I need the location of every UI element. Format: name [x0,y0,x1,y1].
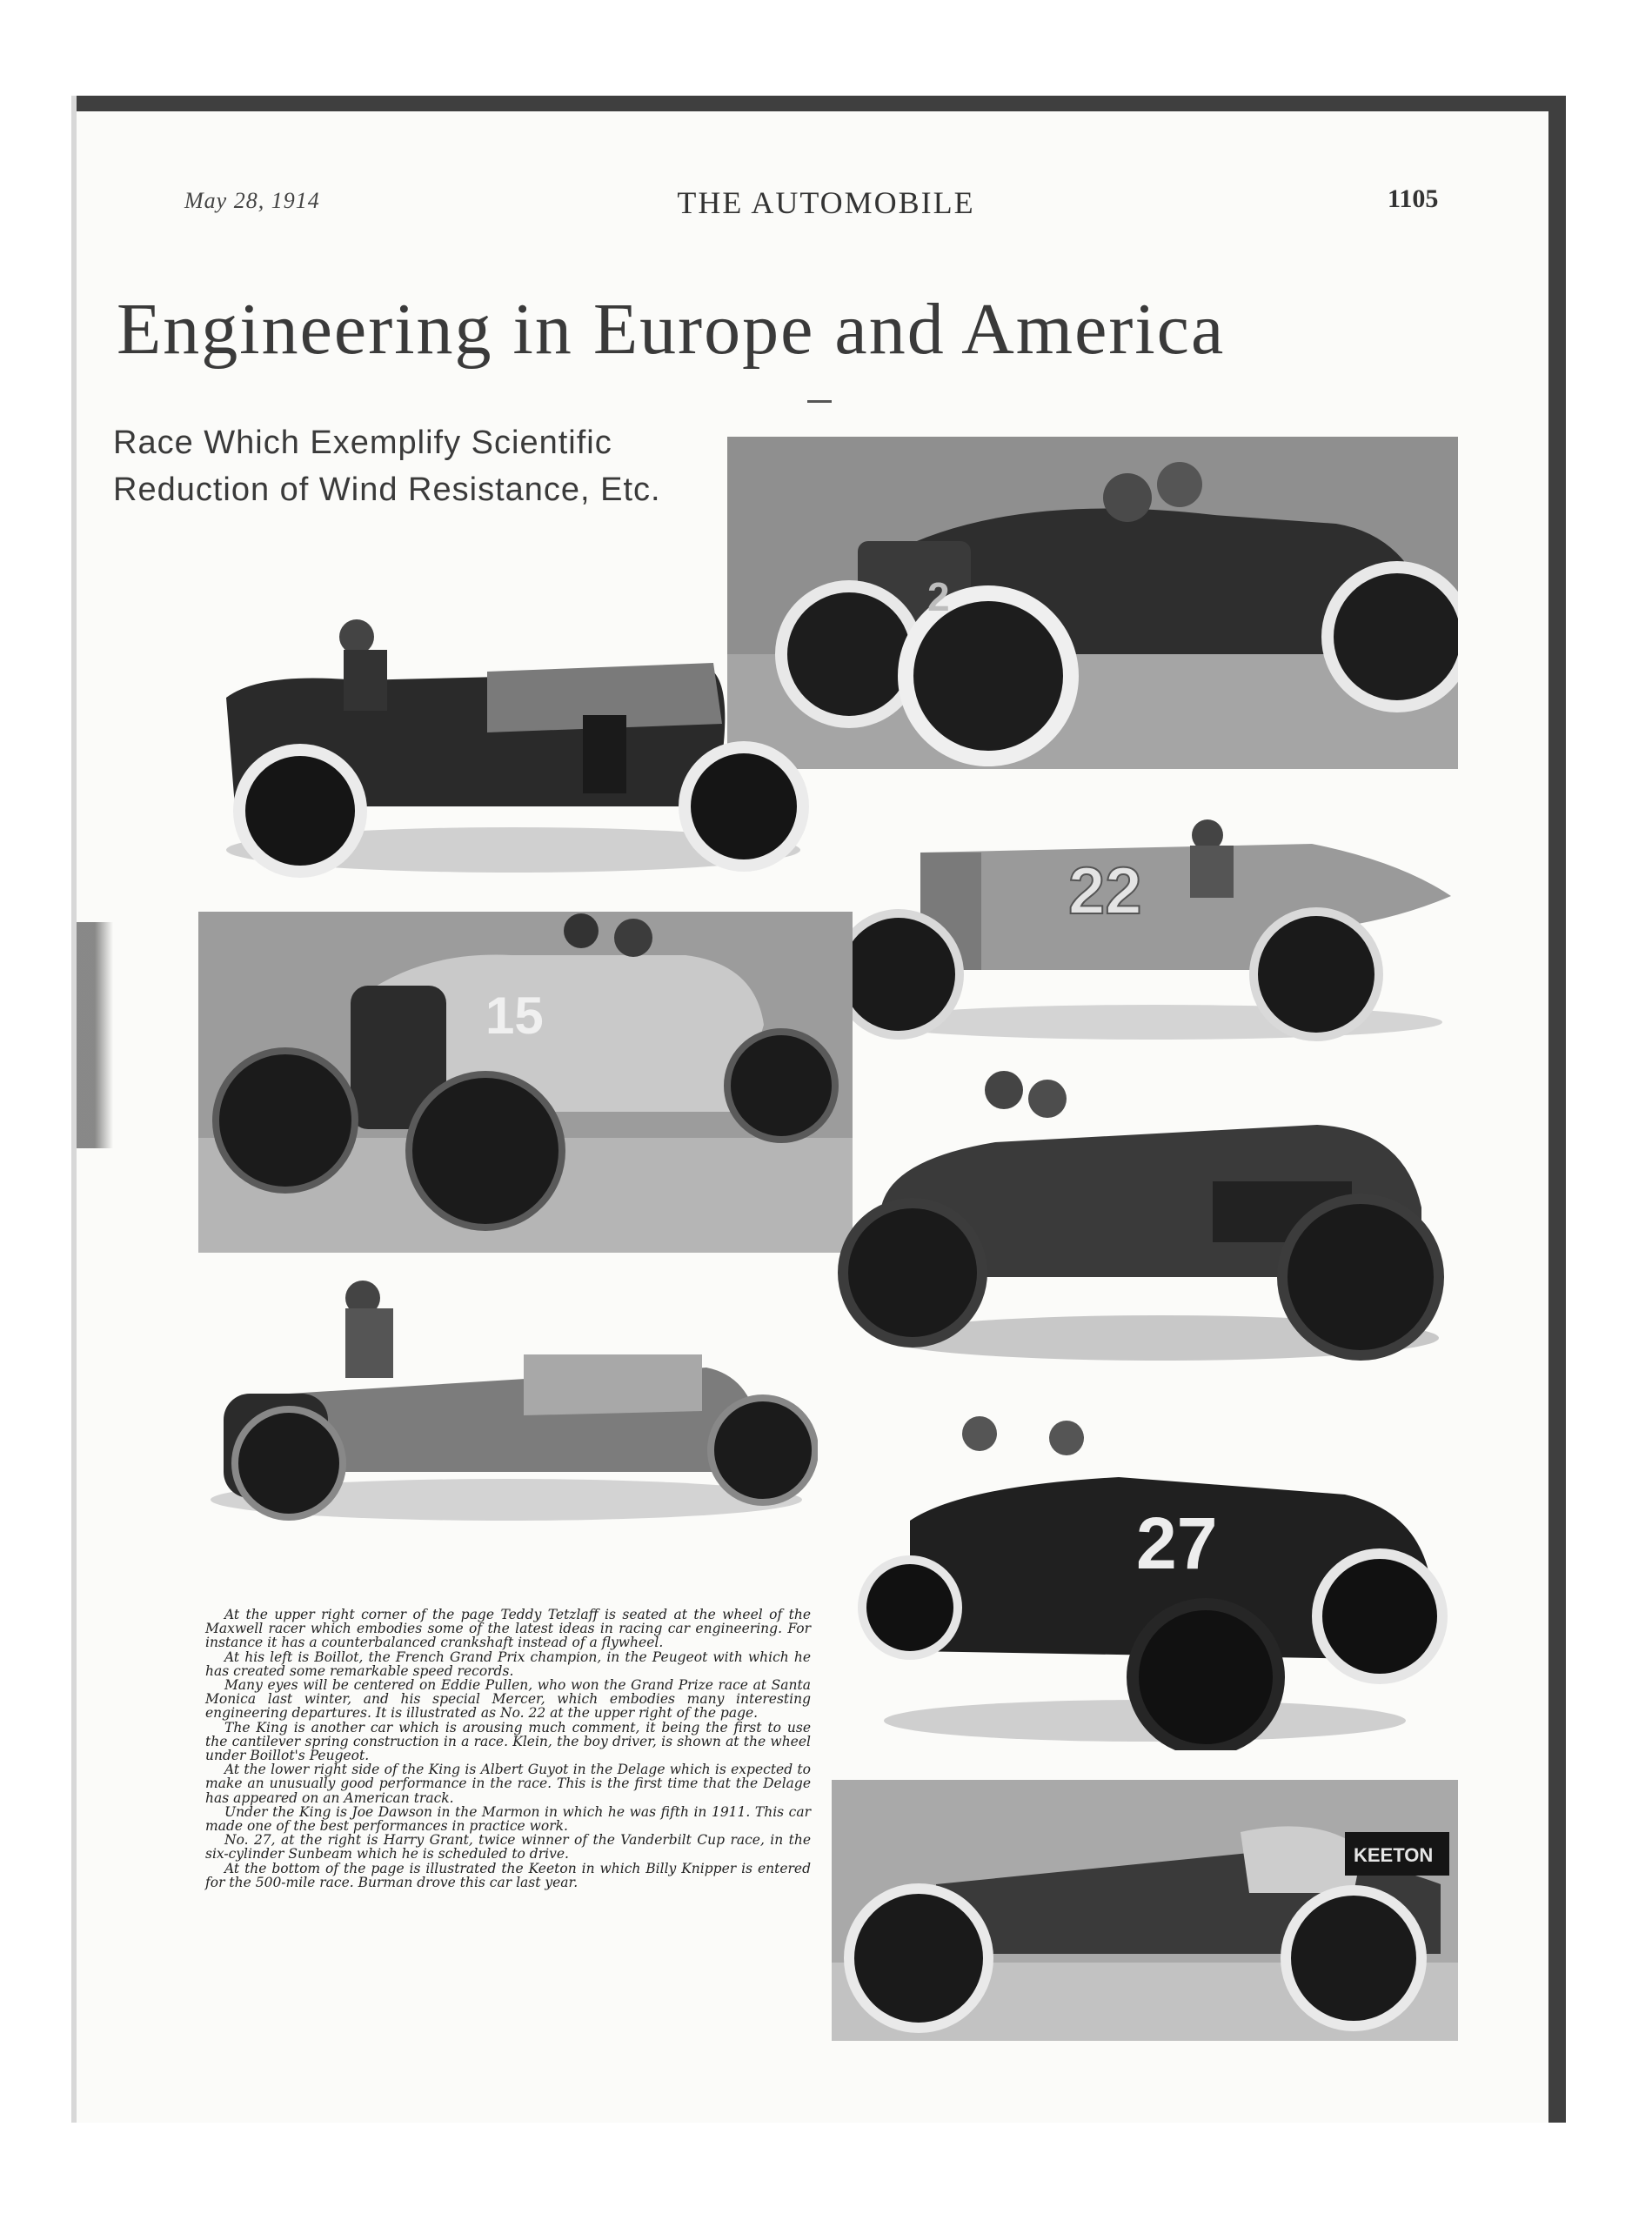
car-number-mercer: 22 [1068,854,1142,928]
photo-keeton-knipper [832,1780,1458,2041]
subheadline-line-1: Race Which Exemplify Scientific [113,425,612,461]
caption-paragraph-marmon: Under the King is Joe Dawson in the Marmon in which he was fifth in 1911. This car made one of the best performances in practice work. [205,1803,811,1835]
photo-delage-guyot [830,1060,1458,1366]
caption-paragraph-maxwell: At the upper right corner of the page Teddy Tetzlaff is seated at the wheel of the Maxwell racer which embodies some of the latest ideas in racing car engineering. For instance it has a counterbalanced crankshaft instead of a flywheel. [205,1607,811,1651]
subheadline-line-2: Reduction of Wind Resistance, Etc. [113,471,661,508]
photo-maxwell-racer [727,437,1458,769]
caption-paragraph-keeton: At the bottom of the page is illustrated the Keeton in which Billy Knipper is entered for the 500-mile race. Burman drove this car last year. [205,1860,811,1890]
caption-paragraph-peugeot: At his left is Boillot, the French Grand Prix champion, in the Peugeot with which he has created some remarkable speed records. [205,1649,811,1679]
photo-caption-text [205,1608,811,1889]
torn-page-edge [77,922,129,1148]
caption-paragraph-king: The King is another car which is arousing much comment, it being the first to use the cantilever spring construction in a race. Klein, the boy driver, is shown at the wheel under Boillot's Peugeot. [205,1719,811,1764]
caption-paragraph-delage: At the lower right side of the King is Albert Guyot in the Delage which is expected to make an unusually good performance in the race. This is the first time that the Delage has appeared on an American track. [205,1762,811,1806]
photo-mercer-pullen [825,818,1460,1046]
article-subheadline [113,419,722,513]
photo-peugeot-boillot [200,619,826,880]
car-number-maxwell: 2 [927,574,950,619]
headline-divider [807,400,832,403]
photo-marmon-dawson [193,1272,818,1524]
caption-paragraph-mercer: Many eyes will be centered on Eddie Pullen, who won the Grand Prize race at Santa Monica last winter, and his special Mercer, which embodies many interesting engineering departures. It is illustrated as No. 22 at the upper right of the page. [205,1677,811,1722]
car-number-king: 15 [485,986,544,1045]
scan-border-right [1548,96,1566,2123]
publication-title: THE AUTOMOBILE [677,185,975,220]
issue-date: May 28, 1914 [184,188,320,213]
keeton-radiator-label: KEETON [1354,1844,1434,1866]
page-number: 1105 [1388,184,1439,213]
article-headline: Engineering in Europe and America [117,289,1226,370]
scan-border-top [71,96,1566,111]
photo-sunbeam-grant [858,1416,1458,1750]
photo-king-klein [198,912,853,1253]
caption-paragraph-sunbeam: No. 27, at the right is Harry Grant, twice winner of the Vanderbilt Cup race, in the six-cylinder Sunbeam which he is scheduled to drive. [205,1832,811,1863]
car-number-sunbeam: 27 [1136,1502,1218,1584]
